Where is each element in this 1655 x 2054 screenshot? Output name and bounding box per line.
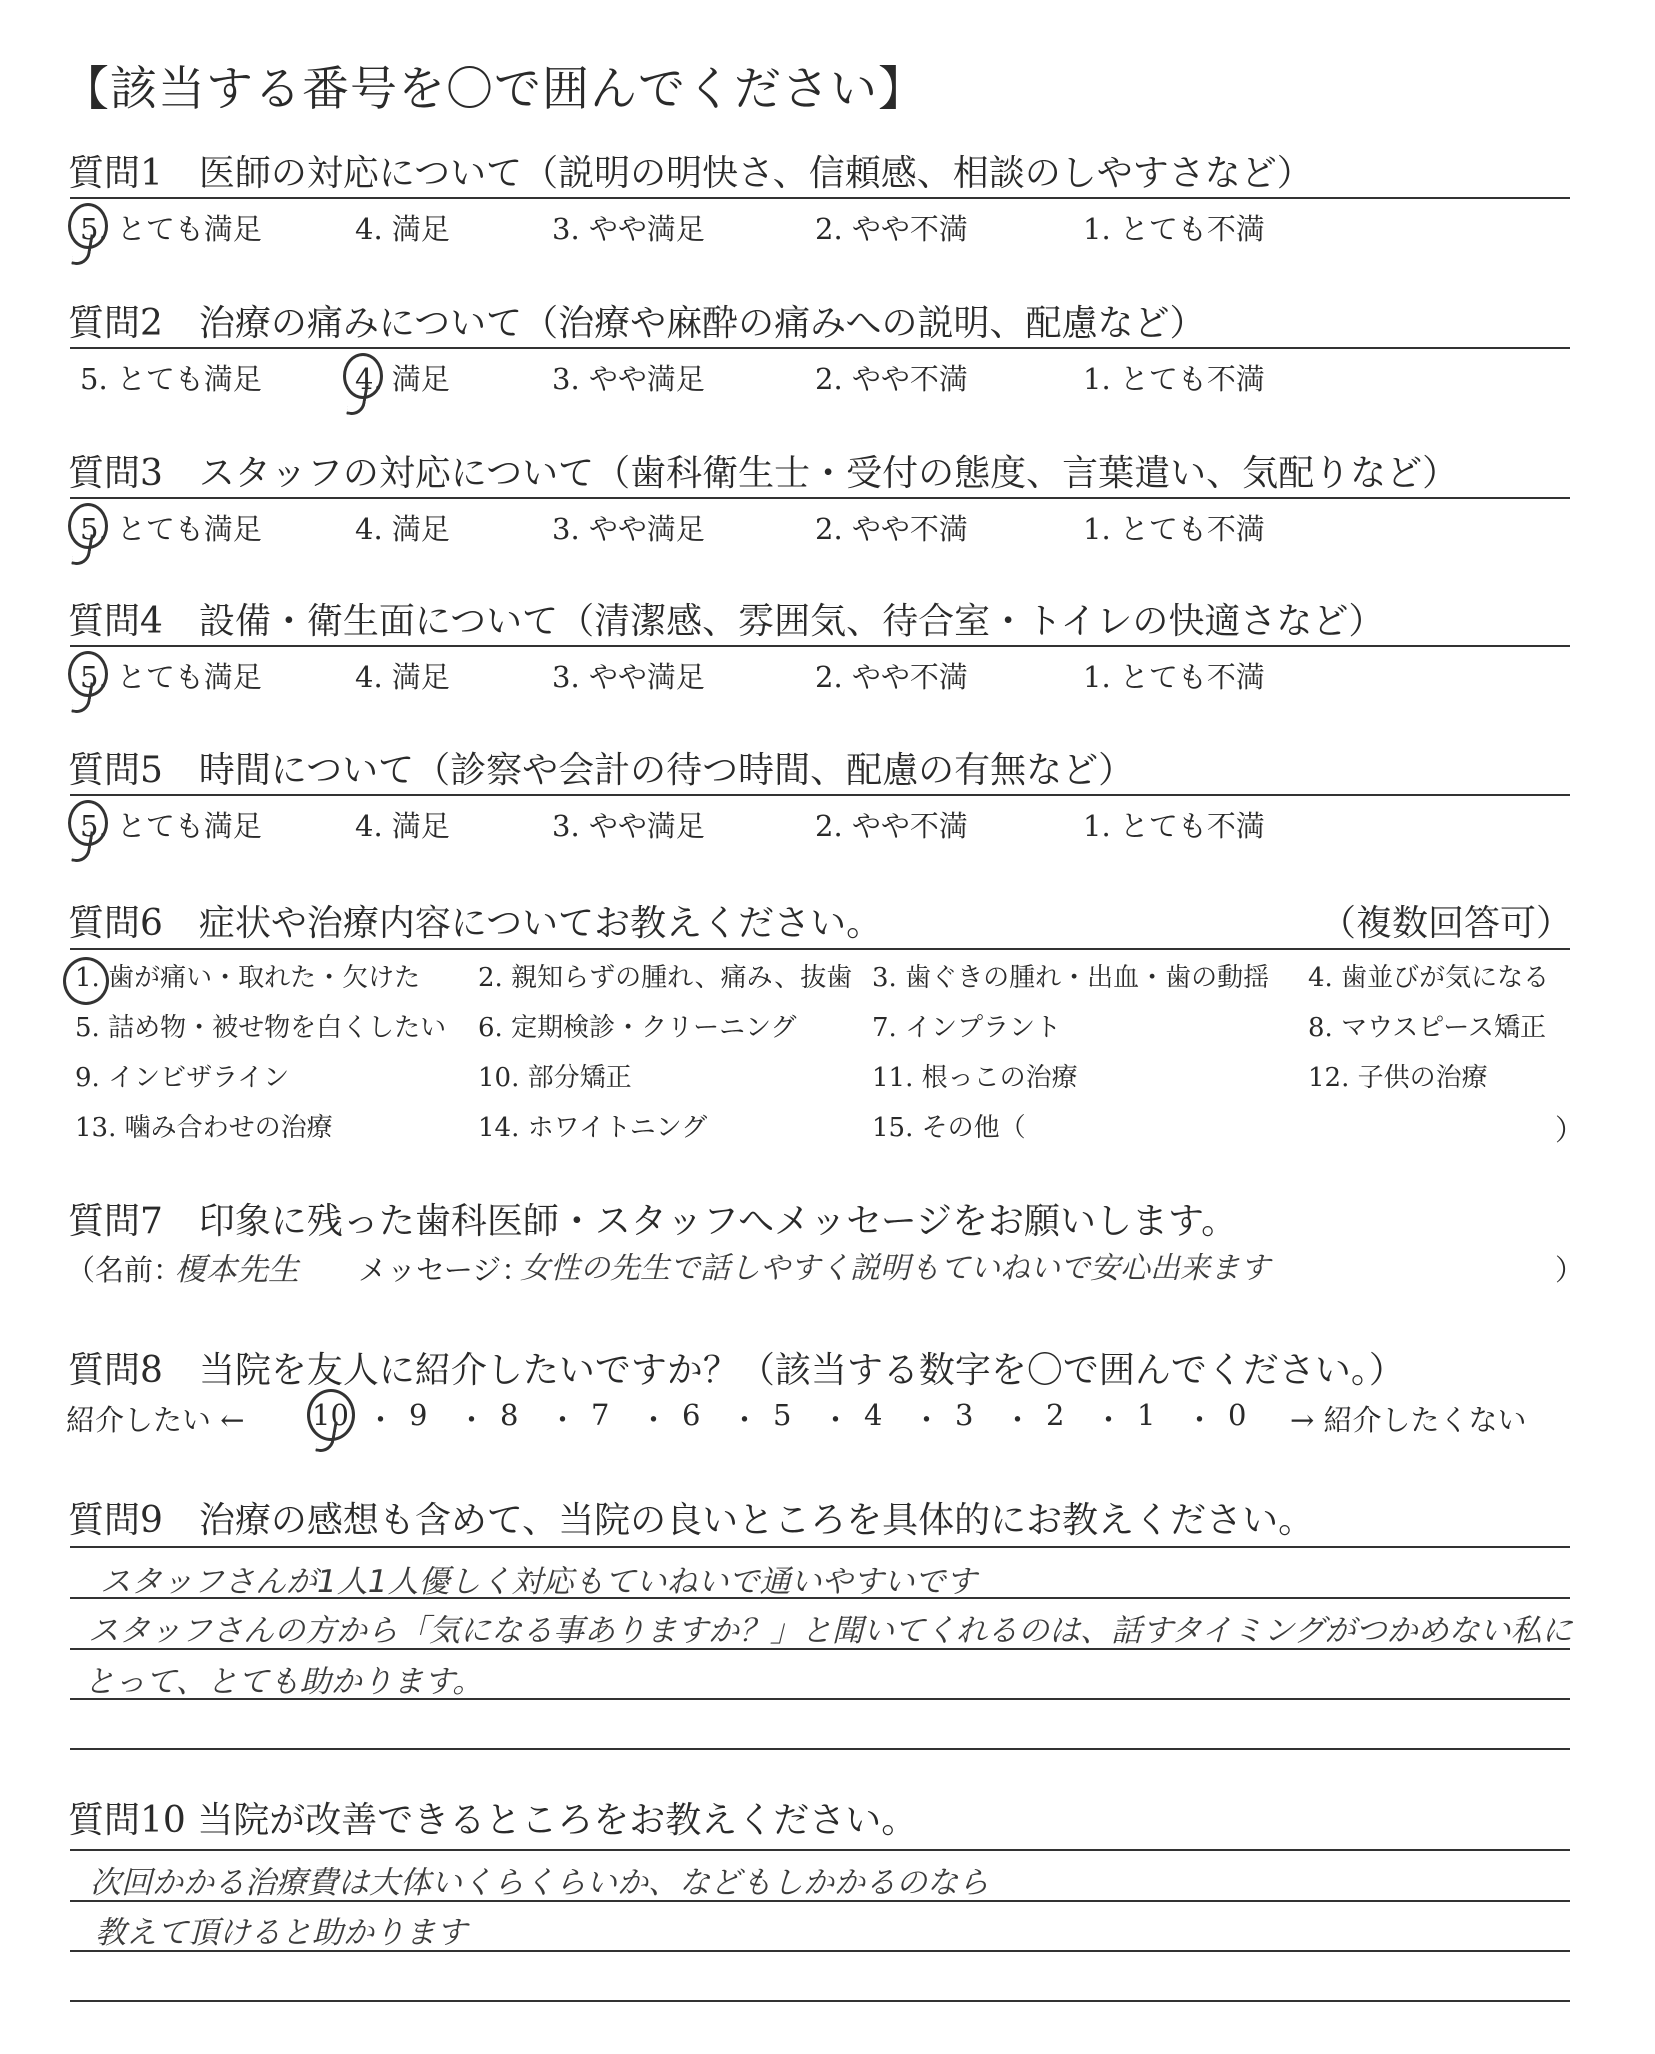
q6-option[interactable]: 10. 部分矯正: [478, 1063, 632, 1093]
q6-option[interactable]: 2. 親知らずの腫れ、痛み、抜歯: [478, 963, 853, 993]
q2-option[interactable]: 4. 満足: [355, 362, 450, 396]
q6-option[interactable]: 11. 根っこの治療: [872, 1063, 1078, 1093]
q8-scale-value[interactable]: 9: [409, 1398, 428, 1432]
q3-option[interactable]: 2. やや不満: [815, 512, 968, 546]
q6-option[interactable]: 4. 歯並びが気になる: [1308, 963, 1550, 993]
q6-option[interactable]: 7. インプラント: [872, 1013, 1062, 1043]
q8-title: 質問8 当院を友人に紹介したいですか？（該当する数字を〇で囲んでください。）: [68, 1350, 1405, 1391]
q3-title: 質問3 スタッフの対応について（歯科衛生士・受付の態度、言葉遣い、気配りなど）: [68, 453, 1459, 494]
q10-line: [70, 2000, 1570, 2002]
q6-option[interactable]: 6. 定期検診・クリーニング: [478, 1013, 797, 1043]
q6-option[interactable]: 14. ホワイトニング: [478, 1113, 708, 1143]
q10-answer-line: 次回かかる治療費は大体いくらくらいか、などもしかかるのなら: [90, 1865, 989, 1901]
q4-option[interactable]: 4. 満足: [355, 660, 450, 694]
q8-scale-separator: ・: [366, 1403, 396, 1437]
q6-option[interactable]: 15. その他（: [872, 1113, 1026, 1143]
q9-answer-line: スタッフさんの方から「気になる事ありますか？」と聞いてくれるのは、話すタイミングがつかめない私に: [88, 1613, 1573, 1649]
q6-option[interactable]: 13. 噛み合わせの治療: [75, 1113, 333, 1143]
q8-scale-separator: ・: [1094, 1403, 1124, 1437]
q10-answer-line: 教えて頂けると助かります: [95, 1915, 467, 1951]
q7-name-value: 榎本先生: [175, 1252, 299, 1288]
q7-message-label: メッセージ：: [358, 1253, 531, 1287]
q2-option[interactable]: 2. やや不満: [815, 362, 968, 396]
q8-scale-value[interactable]: 0: [1228, 1398, 1247, 1432]
q2-option[interactable]: 3. やや満足: [552, 362, 705, 396]
q8-scale-value[interactable]: 2: [1046, 1398, 1065, 1432]
q5-option[interactable]: 2. やや不満: [815, 809, 968, 843]
q8-scale-separator: ・: [821, 1403, 851, 1437]
q5-option[interactable]: 1. とても不満: [1083, 809, 1265, 843]
q10-line: [70, 1849, 1570, 1851]
q7-message-value: 女性の先生で話しやすく説明もていねいで安心出来ます: [520, 1251, 1270, 1286]
q8-scale-separator: ・: [1003, 1403, 1033, 1437]
q5-option[interactable]: 4. 満足: [355, 809, 450, 843]
q4-option[interactable]: 2. やや不満: [815, 660, 968, 694]
q6-rule: [70, 948, 1570, 950]
q9-line: [70, 1546, 1570, 1548]
q8-scale-value[interactable]: 1: [1137, 1398, 1156, 1432]
q10-title: 質問10 当院が改善できるところをお教えください。: [68, 1800, 918, 1841]
q4-option[interactable]: 5. とても満足: [80, 660, 262, 694]
q3-rule: [70, 497, 1570, 499]
q6-option[interactable]: 1. 歯が痛い・取れた・欠けた: [75, 963, 421, 993]
q3-option[interactable]: 5. とても満足: [80, 512, 262, 546]
q4-option[interactable]: 3. やや満足: [552, 660, 705, 694]
q8-scale-value[interactable]: 8: [500, 1398, 519, 1432]
q9-title: 質問9 治療の感想も含めて、当院の良いところを具体的にお教えください。: [68, 1500, 1315, 1541]
q6-option[interactable]: 3. 歯ぐきの腫れ・出血・歯の動揺: [872, 963, 1270, 993]
q8-scale-value[interactable]: 5: [773, 1398, 792, 1432]
q1-option[interactable]: 2. やや不満: [815, 212, 968, 246]
q5-option[interactable]: 3. やや満足: [552, 809, 705, 843]
q8-scale-value[interactable]: 6: [682, 1398, 701, 1432]
q6-option[interactable]: 12. 子供の治療: [1308, 1063, 1488, 1093]
q3-option[interactable]: 3. やや満足: [552, 512, 705, 546]
q5-rule: [70, 794, 1570, 796]
q1-option[interactable]: 1. とても不満: [1083, 212, 1265, 246]
q6-selection-circle: [63, 957, 109, 1005]
q4-option[interactable]: 1. とても不満: [1083, 660, 1265, 694]
q8-scale-separator: ・: [457, 1403, 487, 1437]
q5-option[interactable]: 5. とても満足: [80, 809, 262, 843]
q8-scale-separator: ・: [548, 1403, 578, 1437]
q9-answer-line: スタッフさんが1人1人優しく対応もていねいで通いやすいです: [100, 1564, 977, 1600]
q1-rule: [70, 197, 1570, 199]
q7-title: 質問7 印象に残った歯科医師・スタッフへメッセージをお願いします。: [68, 1201, 1238, 1242]
q8-left-label: 紹介したい ←: [66, 1403, 245, 1437]
q6-option[interactable]: 9. インビザライン: [75, 1063, 290, 1093]
q8-scale-separator: ・: [730, 1403, 760, 1437]
q8-scale-value[interactable]: 3: [955, 1398, 974, 1432]
q1-title: 質問1 医師の対応について（説明の明快さ、信頼感、相談のしやすさなど）: [68, 153, 1313, 194]
q8-scale-separator: ・: [639, 1403, 669, 1437]
q6-close-paren: ）: [1555, 1113, 1585, 1147]
q3-option[interactable]: 1. とても不満: [1083, 512, 1265, 546]
q7-name-label: （名前：: [66, 1253, 183, 1287]
q9-line: [70, 1748, 1570, 1750]
q1-option[interactable]: 3. やや満足: [552, 212, 705, 246]
q9-answer-line: とって、とても助かります。: [84, 1664, 484, 1700]
q2-option[interactable]: 1. とても不満: [1083, 362, 1265, 396]
q7-close-paren: ）: [1555, 1253, 1585, 1287]
form-header: 【該当する番号を〇で囲んでください】: [62, 62, 926, 117]
q6-option[interactable]: 5. 詰め物・被せ物を白くしたい: [75, 1013, 447, 1043]
q6-multi-note: （複数回答可）: [1320, 903, 1573, 944]
q1-option[interactable]: 5. とても満足: [80, 212, 262, 246]
q1-option[interactable]: 4. 満足: [355, 212, 450, 246]
q6-title: 質問6 症状や治療内容についてお教えください。: [68, 903, 883, 944]
q8-scale-separator: ・: [912, 1403, 942, 1437]
q8-scale-separator: ・: [1185, 1403, 1215, 1437]
q4-rule: [70, 645, 1570, 647]
q6-option[interactable]: 8. マウスピース矯正: [1308, 1013, 1546, 1043]
q3-option[interactable]: 4. 満足: [355, 512, 450, 546]
q5-title: 質問5 時間について（診察や会計の待つ時間、配慮の有無など）: [68, 750, 1135, 791]
q2-rule: [70, 347, 1570, 349]
q8-scale-value[interactable]: 7: [591, 1398, 610, 1432]
q8-scale-value[interactable]: 10: [312, 1398, 349, 1432]
q2-title: 質問2 治療の痛みについて（治療や麻酔の痛みへの説明、配慮など）: [68, 303, 1206, 344]
q8-scale-value[interactable]: 4: [864, 1398, 883, 1432]
q8-right-label: → 紹介したくない: [1290, 1403, 1527, 1437]
q4-title: 質問4 設備・衛生面について（清潔感、雰囲気、待合室・トイレの快適さなど）: [68, 601, 1385, 642]
q2-option[interactable]: 5. とても満足: [80, 362, 262, 396]
